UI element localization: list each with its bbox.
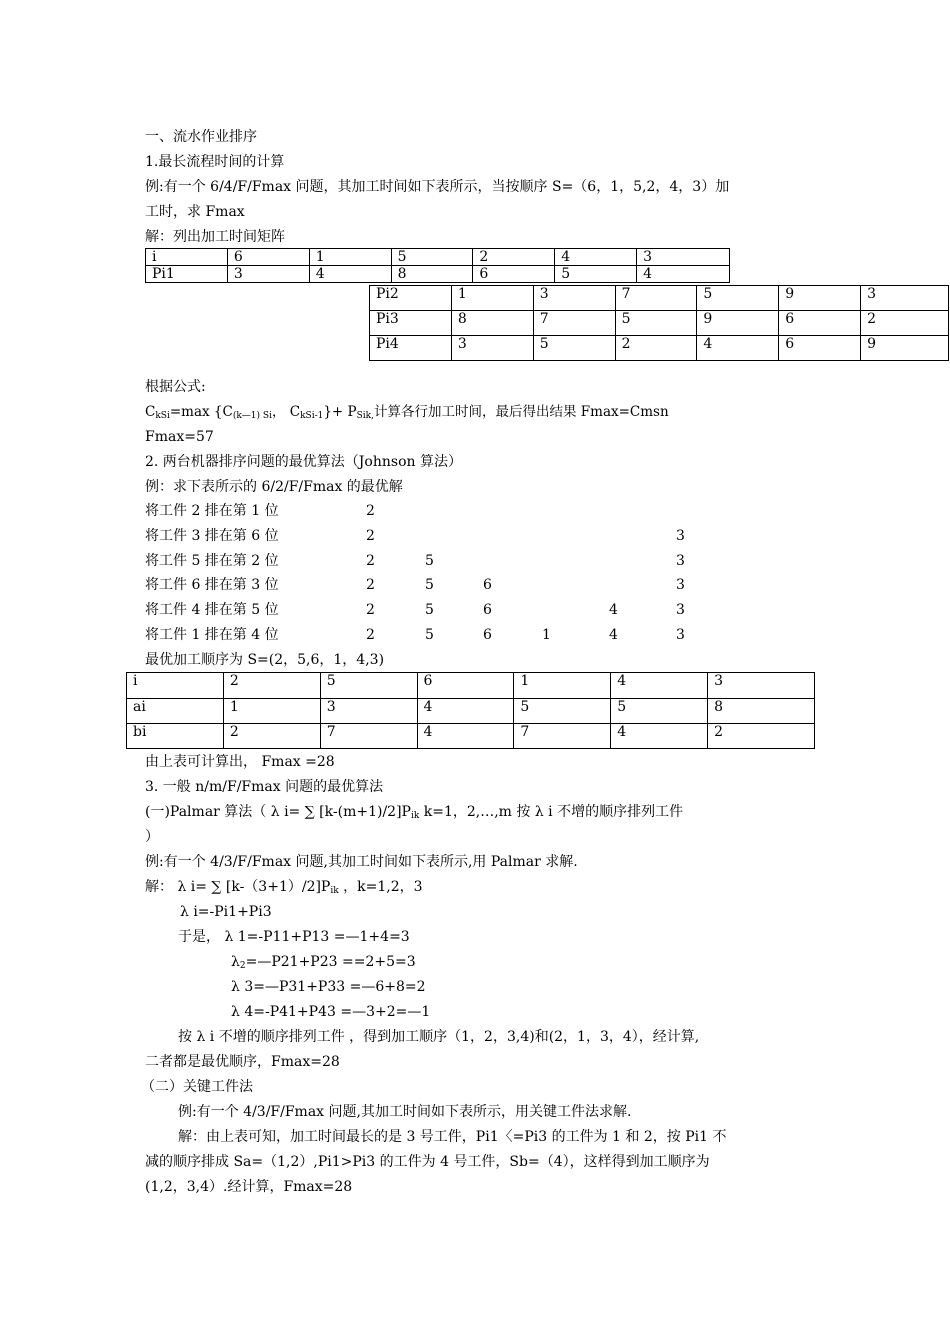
example-3: 例:有一个 4/3/F/Fmax 问题,其加工时间如下表所示,用 Palmar 求解. (145, 854, 578, 870)
table-row (370, 311, 949, 336)
optimal-sequence: 最优加工顺序为 S=(2，5,6，1，4,3) (145, 652, 385, 668)
table-cell: 7 (615, 286, 697, 311)
lambda-i-formula: λ i=-Pi1+Pi3 (180, 904, 272, 920)
table-cell: Pi4 (370, 336, 452, 361)
table-cell: 5 (514, 699, 611, 724)
table-row (370, 336, 949, 361)
lambda-4: λ 4=-P41+P43 =—3+2=—1 (231, 1004, 431, 1020)
table-row (127, 699, 815, 724)
time-matrix-top (145, 248, 730, 283)
table-cell: 7 (320, 724, 417, 749)
table-cell: 2 (473, 249, 555, 266)
table-cell: 1 (451, 286, 533, 311)
fmax-result-2: 由上表可计算出， Fmax =28 (145, 754, 335, 770)
johnson-step-slot: 4 (609, 602, 618, 618)
fmax-result-1: Fmax=57 (145, 429, 214, 445)
palmar-result-line-1: 按 λ i 不增的顺序排列工件 ，得到加工顺序（1，2，3,4)和(2，1，3，4），经计算, (178, 1029, 700, 1045)
formula-subscript: (k—1) Si (232, 411, 272, 421)
table-cell: 9 (697, 311, 779, 336)
palmar-definition (145, 803, 683, 821)
lambda-1: 于是， λ 1=-P11+P13 =—1+4=3 (178, 929, 410, 945)
johnson-step-slot: 5 (425, 553, 434, 569)
example-4: 例:有一个 4/3/F/Fmax 问题,其加工时间如下表所示，用关键工件法求解. (178, 1104, 632, 1120)
table-cell: Pi1 (146, 266, 228, 283)
table-cell: 7 (533, 311, 615, 336)
johnson-step-slot: 3 (676, 528, 685, 544)
solution-4-line-1: 解：由上表可知，加工时间最长的是 3 号工件，Pi1〈=Pi3 的工件为 1 和 2，按 Pi1 不 (178, 1129, 727, 1145)
table-cell: 5 (555, 266, 637, 283)
table-cell: 9 (779, 286, 861, 311)
subsection-max-flow-time: 1.最长流程时间的计算 (145, 154, 285, 170)
solution-3 (145, 878, 423, 896)
table-cell: 4 (611, 724, 708, 749)
table-cell: 5 (320, 673, 417, 699)
table-cell: 4 (697, 336, 779, 361)
johnson-step-slot: 2 (366, 627, 375, 643)
table-cell: i (127, 673, 224, 699)
table-cell: 3 (533, 286, 615, 311)
table-cell: 6 (473, 266, 555, 283)
table-cell: 7 (514, 724, 611, 749)
johnson-step-slot: 2 (366, 577, 375, 593)
formula-subscript: ik (330, 886, 339, 896)
palmar-definition-close: ） (145, 829, 159, 845)
johnson-step-slot: 3 (676, 602, 685, 618)
time-matrix-bottom (369, 285, 949, 361)
table-row (127, 724, 815, 749)
johnson-step-slot: 6 (483, 602, 492, 618)
table-cell: 3 (451, 336, 533, 361)
formula-part: k=1，2,…,m 按 λ i 不增的顺序排列工件 (419, 804, 684, 820)
johnson-step-label: 将工件 6 排在第 3 位 (145, 577, 279, 593)
solution-1-intro: 解：列出加工时间矩阵 (145, 229, 285, 245)
table-row (127, 673, 815, 699)
johnson-step-slot: 4 (609, 627, 618, 643)
table-cell: 4 (637, 266, 730, 283)
table-cell: 3 (861, 286, 949, 311)
johnson-step-slot: 3 (676, 577, 685, 593)
table-cell: 6 (779, 336, 861, 361)
johnson-step-slot: 1 (542, 627, 551, 643)
table-cell: 2 (861, 311, 949, 336)
table-cell: 5 (391, 249, 473, 266)
table-cell: 8 (451, 311, 533, 336)
johnson-step-slot: 3 (676, 553, 685, 569)
palmar-result-line-2: 二者都是最优顺序，Fmax=28 (145, 1054, 340, 1070)
table-cell: 5 (611, 699, 708, 724)
section-title-johnson: 2. 两台机器排序问题的最优算法（Johnson 算法） (145, 454, 462, 470)
table-cell: 6 (417, 673, 514, 699)
table-cell: 9 (861, 336, 949, 361)
table-cell: 3 (320, 699, 417, 724)
johnson-step-slot: 6 (483, 577, 492, 593)
table-cell: 6 (227, 249, 309, 266)
table-cell: 4 (309, 266, 391, 283)
johnson-step-slot: 2 (366, 503, 375, 519)
section-title-general: 3. 一般 n/m/F/Fmax 问题的最优算法 (145, 779, 384, 795)
table-row (370, 286, 949, 311)
formula-part: 解： λ i= ∑ [k-（3+1）/2]P (145, 879, 331, 895)
example-2: 例：求下表所示的 6/2/F/Fmax 的最优解 (145, 479, 403, 495)
table-cell: 6 (779, 311, 861, 336)
johnson-step-slot: 2 (366, 553, 375, 569)
johnson-step-slot: 5 (425, 602, 434, 618)
table-cell: 4 (555, 249, 637, 266)
table-cell: 8 (391, 266, 473, 283)
table-cell: bi (127, 724, 224, 749)
formula-subscript: Sik, (356, 411, 374, 421)
formula-part: λ (231, 954, 240, 970)
table-cell: 1 (223, 699, 320, 724)
table-row (146, 266, 730, 283)
table-cell: 4 (417, 699, 514, 724)
table-cell: i (146, 249, 228, 266)
example-1-line-1: 例:有一个 6/4/F/Fmax 问题，其加工时间如下表所示，当按顺序 S=（6，1，5,2，4，3）加 (145, 179, 730, 195)
formula-part: }+ P (323, 404, 357, 420)
formula-subscript: kSi-1 (300, 411, 324, 421)
formula-part: =max {C (169, 404, 233, 420)
johnson-step-slot: 6 (483, 627, 492, 643)
table-cell: 2 (708, 724, 815, 749)
solution-4-line-2: 减的顺序排成 Sa=（1,2）,Pi1>Pi3 的工件为 4 号工件，Sb=（4），这样得到加工顺序为 (145, 1154, 710, 1170)
formula-part: ，k=1,2，3 (338, 879, 423, 895)
johnson-step-slot: 5 (425, 577, 434, 593)
johnson-step-slot: 5 (425, 627, 434, 643)
recurrence-formula (145, 403, 669, 421)
table-cell: 2 (223, 724, 320, 749)
section-title-key-job: （二）关键工件法 (141, 1079, 253, 1095)
formula-subscript: kSi (155, 411, 170, 421)
johnson-step-label: 将工件 3 排在第 6 位 (145, 528, 279, 544)
table-cell: 5 (533, 336, 615, 361)
johnson-step-label: 将工件 5 排在第 2 位 (145, 553, 279, 569)
lambda-3: λ 3=—P31+P33 =—6+8=2 (231, 979, 426, 995)
table-cell: 8 (708, 699, 815, 724)
table-cell: 3 (227, 266, 309, 283)
formula-part: =—P21+P23 ==2+5=3 (245, 954, 416, 970)
table-cell: 5 (615, 311, 697, 336)
johnson-step-slot: 2 (366, 528, 375, 544)
formula-part: C (145, 404, 156, 420)
table-cell: ai (127, 699, 224, 724)
formula-subscript: ik (410, 811, 420, 821)
solution-4-line-3: (1,2，3,4）.经计算，Fmax=28 (145, 1179, 353, 1195)
johnson-step-label: 将工件 2 排在第 1 位 (145, 503, 279, 519)
table-cell: 2 (223, 673, 320, 699)
section-title-flow-shop: 一、流水作业排序 (145, 129, 257, 145)
formula-intro: 根据公式: (145, 379, 206, 395)
table-cell: 2 (615, 336, 697, 361)
formula-part: (一)Palmar 算法（ λ i= ∑ [k-(m+1)/2]P (145, 804, 411, 820)
formula-subscript: 2 (239, 961, 246, 971)
table-cell: 1 (514, 673, 611, 699)
table-cell: Pi2 (370, 286, 452, 311)
johnson-step-label: 将工件 1 排在第 4 位 (145, 627, 279, 643)
table-cell: 4 (611, 673, 708, 699)
table-cell: 4 (417, 724, 514, 749)
formula-part: ， C (271, 404, 301, 420)
johnson-step-slot: 2 (366, 602, 375, 618)
table-cell: 3 (637, 249, 730, 266)
formula-part: 计算各行加工时间，最后得出结果 Fmax=Cmsn (373, 404, 669, 420)
table-cell: 3 (708, 673, 815, 699)
table-row (146, 249, 730, 266)
table-cell: 1 (309, 249, 391, 266)
lambda-2 (231, 953, 416, 971)
johnson-step-label: 将工件 4 排在第 5 位 (145, 602, 279, 618)
example-1-line-2: 工时，求 Fmax (145, 204, 245, 220)
table-cell: 5 (697, 286, 779, 311)
table-cell: Pi3 (370, 311, 452, 336)
johnson-table (126, 672, 815, 749)
johnson-step-slot: 3 (676, 627, 685, 643)
